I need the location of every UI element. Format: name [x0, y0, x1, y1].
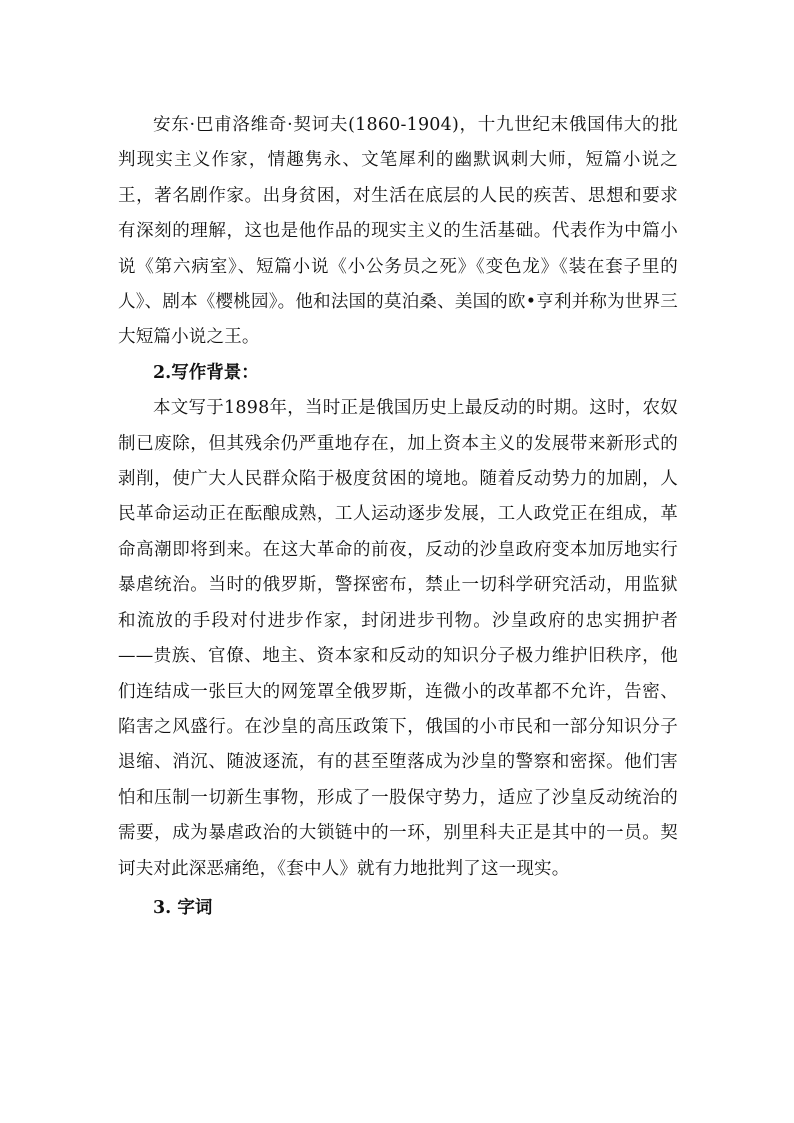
writing-background-paragraph: 本文写于1898年，当时正是俄国历史上最反动的时期。这时，农奴制已废除，但其残余仍严重地存在，加上资本主义的发展带来新形式的剥削，使广大人民群众陷于极度贫困的境地。随着反动势力的加剧，人民革命运动正在酝酿成熟，工人运动逐步发展，工人政党正在组成，革命高潮即将到来。在这大革命的前夜，反动的沙皇政府变本加厉地实行暴虐统治。当时的俄罗斯，警探密布，禁止一切科学研究活动，用监狱和流放的手段对付进步作家，封闭进步刊物。沙皇政府的忠实拥护者——贵族、官僚、地主、资本家和反动的知识分子极力维护旧秩序，他们连结成一张巨大的网笼罩全俄罗斯，连微小的改革都不允许，告密、陷害之风盛行。在沙皇的高压政策下，俄国的小市民和一部分知识分子退缩、消沉、随波逐流，有的甚至堕落成为沙皇的警察和密探。他们害怕和压制一切新生事物，形成了一股保守势力，适应了沙皇反动统治的需要，成为暴虐政治的大锁链中的一环，别里科夫正是其中的一员。契诃夫对此深恶痛绝，《套中人》就有力地批判了这一现实。 [118, 398, 678, 879]
author-introduction-paragraph: 安东·巴甫洛维奇·契诃夫(1860-1904)，十九世纪末俄国伟大的批判现实主义作家，情趣隽永、文笔犀利的幽默讽刺大师，短篇小说之王，著名剧作家。出身贫困，对生活在底层的人民的疾苦、思想和要求有深刻的理解，这也是他作品的现实主义的生活基础。代表作为中篇小说《第六病室》、短篇小说《小公务员之死》《变色龙》《装在套子里的人》、剧本《樱桃园》。他和法国的莫泊桑、美国的欧•亨利并称为世界三大短篇小说之王。 [118, 115, 678, 348]
writing-background-heading: 2.写作背景： [153, 362, 259, 383]
words-section-heading: 3. 字词 [153, 897, 213, 918]
document-body [118, 108, 678, 926]
